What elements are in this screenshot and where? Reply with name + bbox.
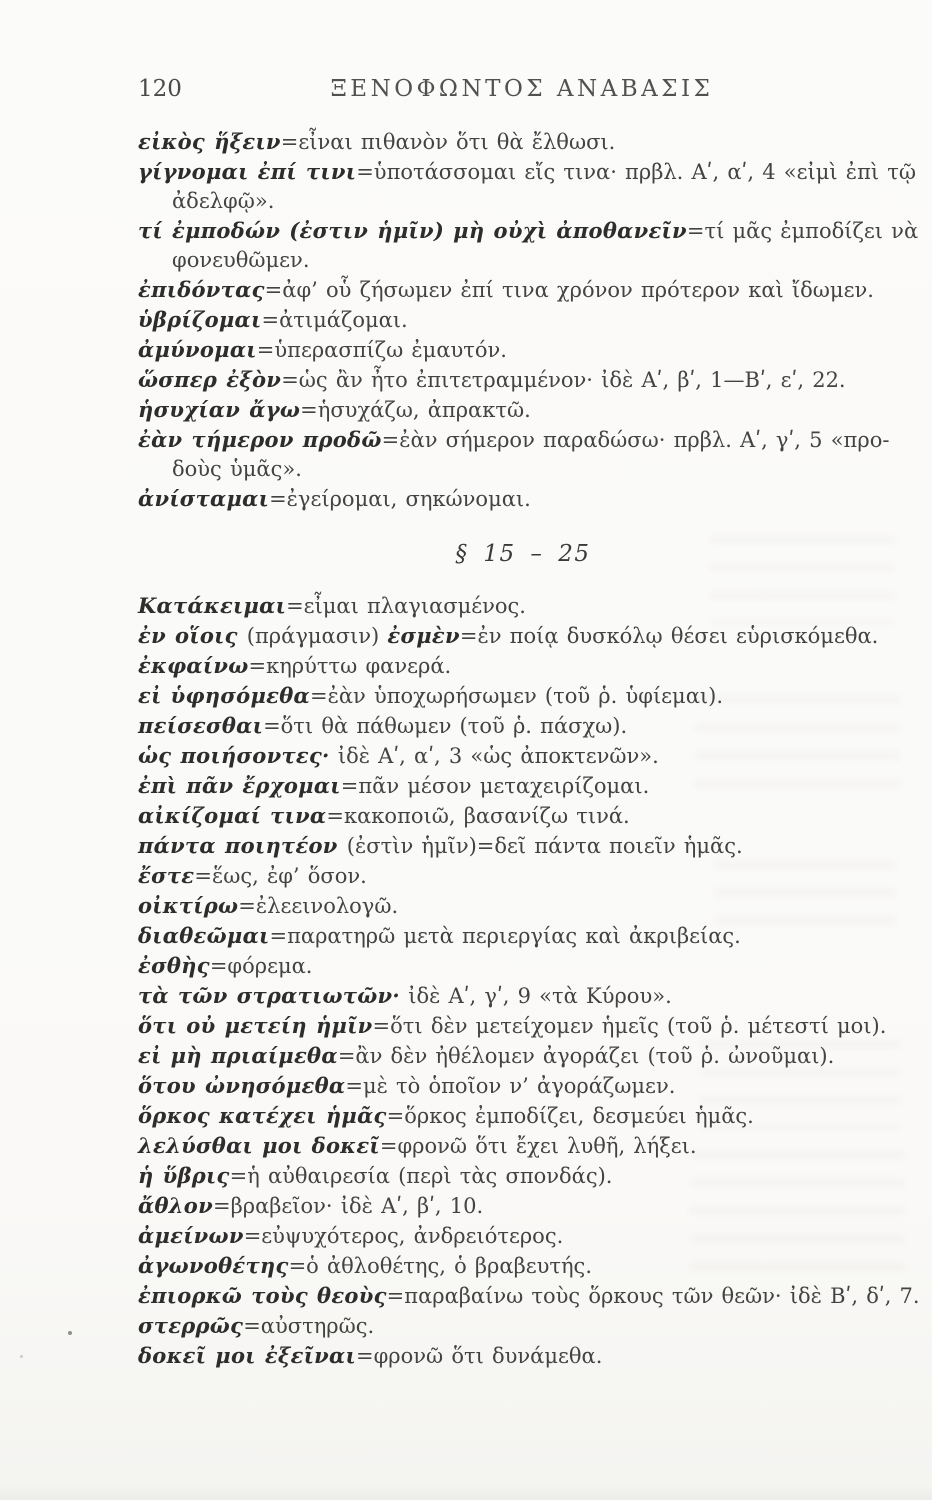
entry-lemma: ἀνίσταμαι <box>138 486 270 511</box>
entry-lemma: πείσεσθαι <box>138 713 264 738</box>
page-number: 120 <box>138 76 182 102</box>
glossary-entry-line <box>138 1131 908 1161</box>
entry-definition: δοὺς ὑμᾶς». <box>172 457 302 481</box>
entry-definition: =ἡσυχάζω, ἀπρακτῶ. <box>300 398 531 422</box>
entry-lemma: γίγνομαι ἐπί τινι <box>138 159 357 184</box>
glossary-entry-line <box>138 921 908 951</box>
entry-lemma: εἰ μὴ πριαίμεθα <box>138 1043 338 1068</box>
glossary-entry-line <box>138 741 908 771</box>
entry-lemma: ἐσμὲν <box>387 623 460 648</box>
entry-lemma: Κατάκειμαι <box>138 593 287 618</box>
entry-definition: =αὐστηρῶς. <box>243 1314 375 1338</box>
glossary-list-after-section <box>138 591 920 1371</box>
glossary-entry-line <box>138 801 908 831</box>
entry-definition: =βραβεῖον· ἰδὲ Αʹ, βʹ, 10. <box>212 1194 484 1218</box>
entry-lemma: ὅρκος κατέχει ἡμᾶς <box>138 1103 387 1128</box>
glossary-entry-line <box>138 1161 908 1191</box>
glossary-entry-line <box>138 425 908 455</box>
entry-definition: =ὑπερασπίζω ἐμαυτόν. <box>256 338 507 362</box>
glossary-entry-line <box>138 831 908 861</box>
entry-lemma: εἰκὸς ἥξειν <box>138 129 281 154</box>
entry-definition: =τί μᾶς ἐμποδίζει νὰ <box>686 219 919 243</box>
glossary-entry-line <box>138 1011 908 1041</box>
section-heading: § 15 – 25 <box>455 541 591 567</box>
entry-definition: ἀδελφῷ». <box>172 189 275 213</box>
glossary-text-block <box>138 127 920 1371</box>
glossary-entry-line <box>138 395 908 425</box>
glossary-entry-line <box>138 1191 908 1221</box>
entry-definition: =ὅρκος ἐμποδίζει, δεσμεύει ἡμᾶς. <box>386 1104 754 1128</box>
entry-definition: =ἂν δὲν ἠθέλομεν ἀγοράζει (τοῦ ῥ. ὠνοῦμαι). <box>337 1044 835 1068</box>
entry-lemma: ἡ ὕβρις <box>138 1163 230 1188</box>
entry-definition: =ἕως, ἐφ’ ὅσον. <box>194 864 367 888</box>
glossary-entry-line <box>138 1041 908 1071</box>
glossary-entry-line <box>138 681 908 711</box>
glossary-entry-line <box>138 711 908 741</box>
entry-definition: =παρατηρῶ μετὰ περιεργίας καὶ ἀκριβείας. <box>269 924 741 948</box>
entry-lemma: ἐὰν τήμερον προδῶ <box>138 427 382 452</box>
entry-lemma: ἐκφαίνω <box>138 653 249 678</box>
glossary-entry-line <box>138 1311 908 1341</box>
entry-lemma: ἐπιδόντας <box>138 277 265 302</box>
entry-lemma: στερρῶς <box>138 1313 244 1338</box>
entry-definition: =ὑποτάσσομαι εἴς τινα· πρβλ. Αʹ, αʹ, 4 «εἰμὶ ἐπὶ τῷ <box>356 160 917 184</box>
glossary-entry-line <box>138 771 908 801</box>
glossary-entry-line <box>138 216 919 246</box>
entry-lemma: ἀμύνομαι <box>138 337 257 362</box>
entry-definition: =μὲ τὸ ὁποῖον ν’ ἀγοράζωμεν. <box>345 1074 676 1098</box>
paper-speck <box>68 1331 72 1335</box>
glossary-entry-line <box>138 651 908 681</box>
entry-definition: =ἡ αὐθαιρεσία (περὶ τὰς σπονδάς). <box>229 1164 613 1188</box>
entry-definition: =πᾶν μέσον μεταχειρίζομαι. <box>340 774 650 798</box>
entry-lemma: ὅτου ὠνησόμεθα <box>138 1073 346 1098</box>
entry-definition: =φρονῶ ὅτι ἔχει λυθῆ, λήξει. <box>379 1134 697 1158</box>
entry-definition: (ἐστὶν ἡμῖν)=δεῖ πάντα ποιεῖν ἡμᾶς. <box>346 834 743 858</box>
glossary-entry-line <box>138 157 917 187</box>
entry-definition: =ὅτι θὰ πάθωμεν (τοῦ ῥ. πάσχω). <box>263 714 628 738</box>
entry-definition: ἰδὲ Αʹ, αʹ, 3 «ὡς ἀποκτενῶν». <box>329 744 659 768</box>
glossary-entry-line <box>138 891 908 921</box>
entry-lemma: ἡσυχίαν ἄγω <box>138 397 301 422</box>
entry-definition: (πράγμασιν) <box>246 624 388 648</box>
glossary-list-before-section <box>138 127 919 514</box>
entry-definition: =εἶμαι πλαγιασμένος. <box>286 594 526 618</box>
glossary-entry-line <box>138 484 908 514</box>
glossary-entry-line <box>138 861 908 891</box>
entry-lemma: οἰκτίρω <box>138 893 239 918</box>
entry-definition: =κακοποιῶ, βασανίζω τινά. <box>326 804 630 828</box>
entry-definition: =ἀφ’ οὗ ζήσωμεν ἐπί τινα χρόνον πρότερον καὶ ἴδωμεν. <box>264 278 874 302</box>
entry-definition: =φρονῶ ὅτι δυνάμεθα. <box>355 1344 603 1368</box>
entry-definition: φονευθῶμεν. <box>172 248 310 272</box>
entry-lemma: τὰ τῶν στρατιωτῶν· <box>138 983 401 1008</box>
entry-lemma: ἀμείνων <box>138 1223 244 1248</box>
glossary-entry-line <box>138 1101 908 1131</box>
glossary-entry-line <box>138 305 908 335</box>
entry-lemma: διαθεῶμαι <box>138 923 270 948</box>
glossary-entry-line <box>138 591 908 621</box>
glossary-entry-line <box>138 1341 908 1371</box>
entry-lemma: τί ἐμποδών (ἐστιν ἡμῖν) μὴ οὐχὶ ἀποθανεῖν <box>138 218 687 243</box>
entry-lemma: ὥσπερ ἐξὸν <box>138 367 282 392</box>
entry-lemma: ἐπὶ πᾶν ἔρχομαι <box>138 773 341 798</box>
entry-definition: =παραβαίνω τοὺς ὅρκους τῶν θεῶν· ἰδὲ Βʹ, δʹ, 7. <box>386 1284 920 1308</box>
glossary-entry-line <box>138 1071 908 1101</box>
entry-lemma: ἔστε <box>138 863 195 888</box>
glossary-entry-line <box>138 187 908 216</box>
entry-lemma: αἰκίζομαί τινα <box>138 803 327 828</box>
entry-definition: =ἀτιμάζομαι. <box>261 308 408 332</box>
entry-lemma: ἄθλον <box>138 1193 213 1218</box>
glossary-entry-line <box>138 1281 920 1311</box>
glossary-entry-line <box>138 981 908 1011</box>
entry-definition: =εἶναι πιθανὸν ὅτι θὰ ἔλθωσι. <box>280 130 616 154</box>
entry-definition: =κηρύττω φανερά. <box>248 654 452 678</box>
glossary-entry-line <box>138 127 908 157</box>
glossary-entry-line <box>138 365 908 395</box>
glossary-entry-line <box>138 621 908 651</box>
entry-definition: =ὡς ἂν ἦτο ἐπιτετραμμένον· ἰδὲ Αʹ, βʹ, 1—Βʹ, εʹ, 22. <box>281 368 846 392</box>
running-title: ΞΕΝΟΦΩΝΤΟΣ ΑΝΑΒΑΣΙΣ <box>330 76 714 102</box>
entry-lemma: δοκεῖ μοι ἐξεῖναι <box>138 1343 356 1368</box>
entry-lemma: πάντα ποιητέον <box>138 833 347 858</box>
entry-lemma: ὡς ποιήσοντες· <box>138 743 330 768</box>
entry-definition: =φόρεμα. <box>209 954 313 978</box>
glossary-entry-line <box>138 1251 908 1281</box>
glossary-entry-line <box>138 275 908 305</box>
entry-definition: =ὅτι δὲν μετείχομεν ἡμεῖς (τοῦ ῥ. μέτεστί μοι). <box>372 1014 887 1038</box>
entry-lemma: εἰ ὑφησόμεθα <box>138 683 310 708</box>
entry-definition: =εὐψυχότερος, ἀνδρειότερος. <box>243 1224 564 1248</box>
entry-lemma: ἐσθὴς <box>138 953 210 978</box>
entry-definition: =ὁ ἀθλοθέτης, ὁ βραβευτής. <box>288 1254 592 1278</box>
entry-lemma: ἐπιορκῶ τοὺς θεοὺς <box>138 1283 387 1308</box>
glossary-entry-line <box>138 335 908 365</box>
entry-definition: =ἐγείρομαι, σηκώνομαι. <box>269 487 531 511</box>
entry-lemma: ἀγωνοθέτης <box>138 1253 289 1278</box>
glossary-entry-line <box>138 1221 908 1251</box>
entry-definition: =ἐὰν ὑποχωρήσωμεν (τοῦ ῥ. ὑφίεμαι). <box>309 684 723 708</box>
entry-definition: ἰδὲ Αʹ, γʹ, 9 «τὰ Κύρου». <box>400 984 672 1008</box>
entry-lemma: ὅτι οὐ μετείη ἡμῖν <box>138 1013 373 1038</box>
paper-speck <box>20 1355 23 1358</box>
glossary-entry-line <box>138 951 908 981</box>
entry-definition: =ἐλεεινολογῶ. <box>238 894 399 918</box>
entry-definition: =ἐὰν σήμερον παραδώσω· πρβλ. Αʹ, γʹ, 5 «προ- <box>381 428 890 452</box>
page-header <box>138 76 906 106</box>
entry-definition: =ἐν ποίᾳ δυσκόλῳ θέσει εὑρισκόμεθα. <box>459 624 879 648</box>
entry-lemma: λελύσθαι μοι δοκεῖ <box>138 1133 380 1158</box>
glossary-entry-line <box>138 455 908 484</box>
glossary-entry-line <box>138 246 908 275</box>
entry-lemma: ὑβρίζομαι <box>138 307 262 332</box>
entry-lemma: ἐν οἵοις <box>138 623 247 648</box>
